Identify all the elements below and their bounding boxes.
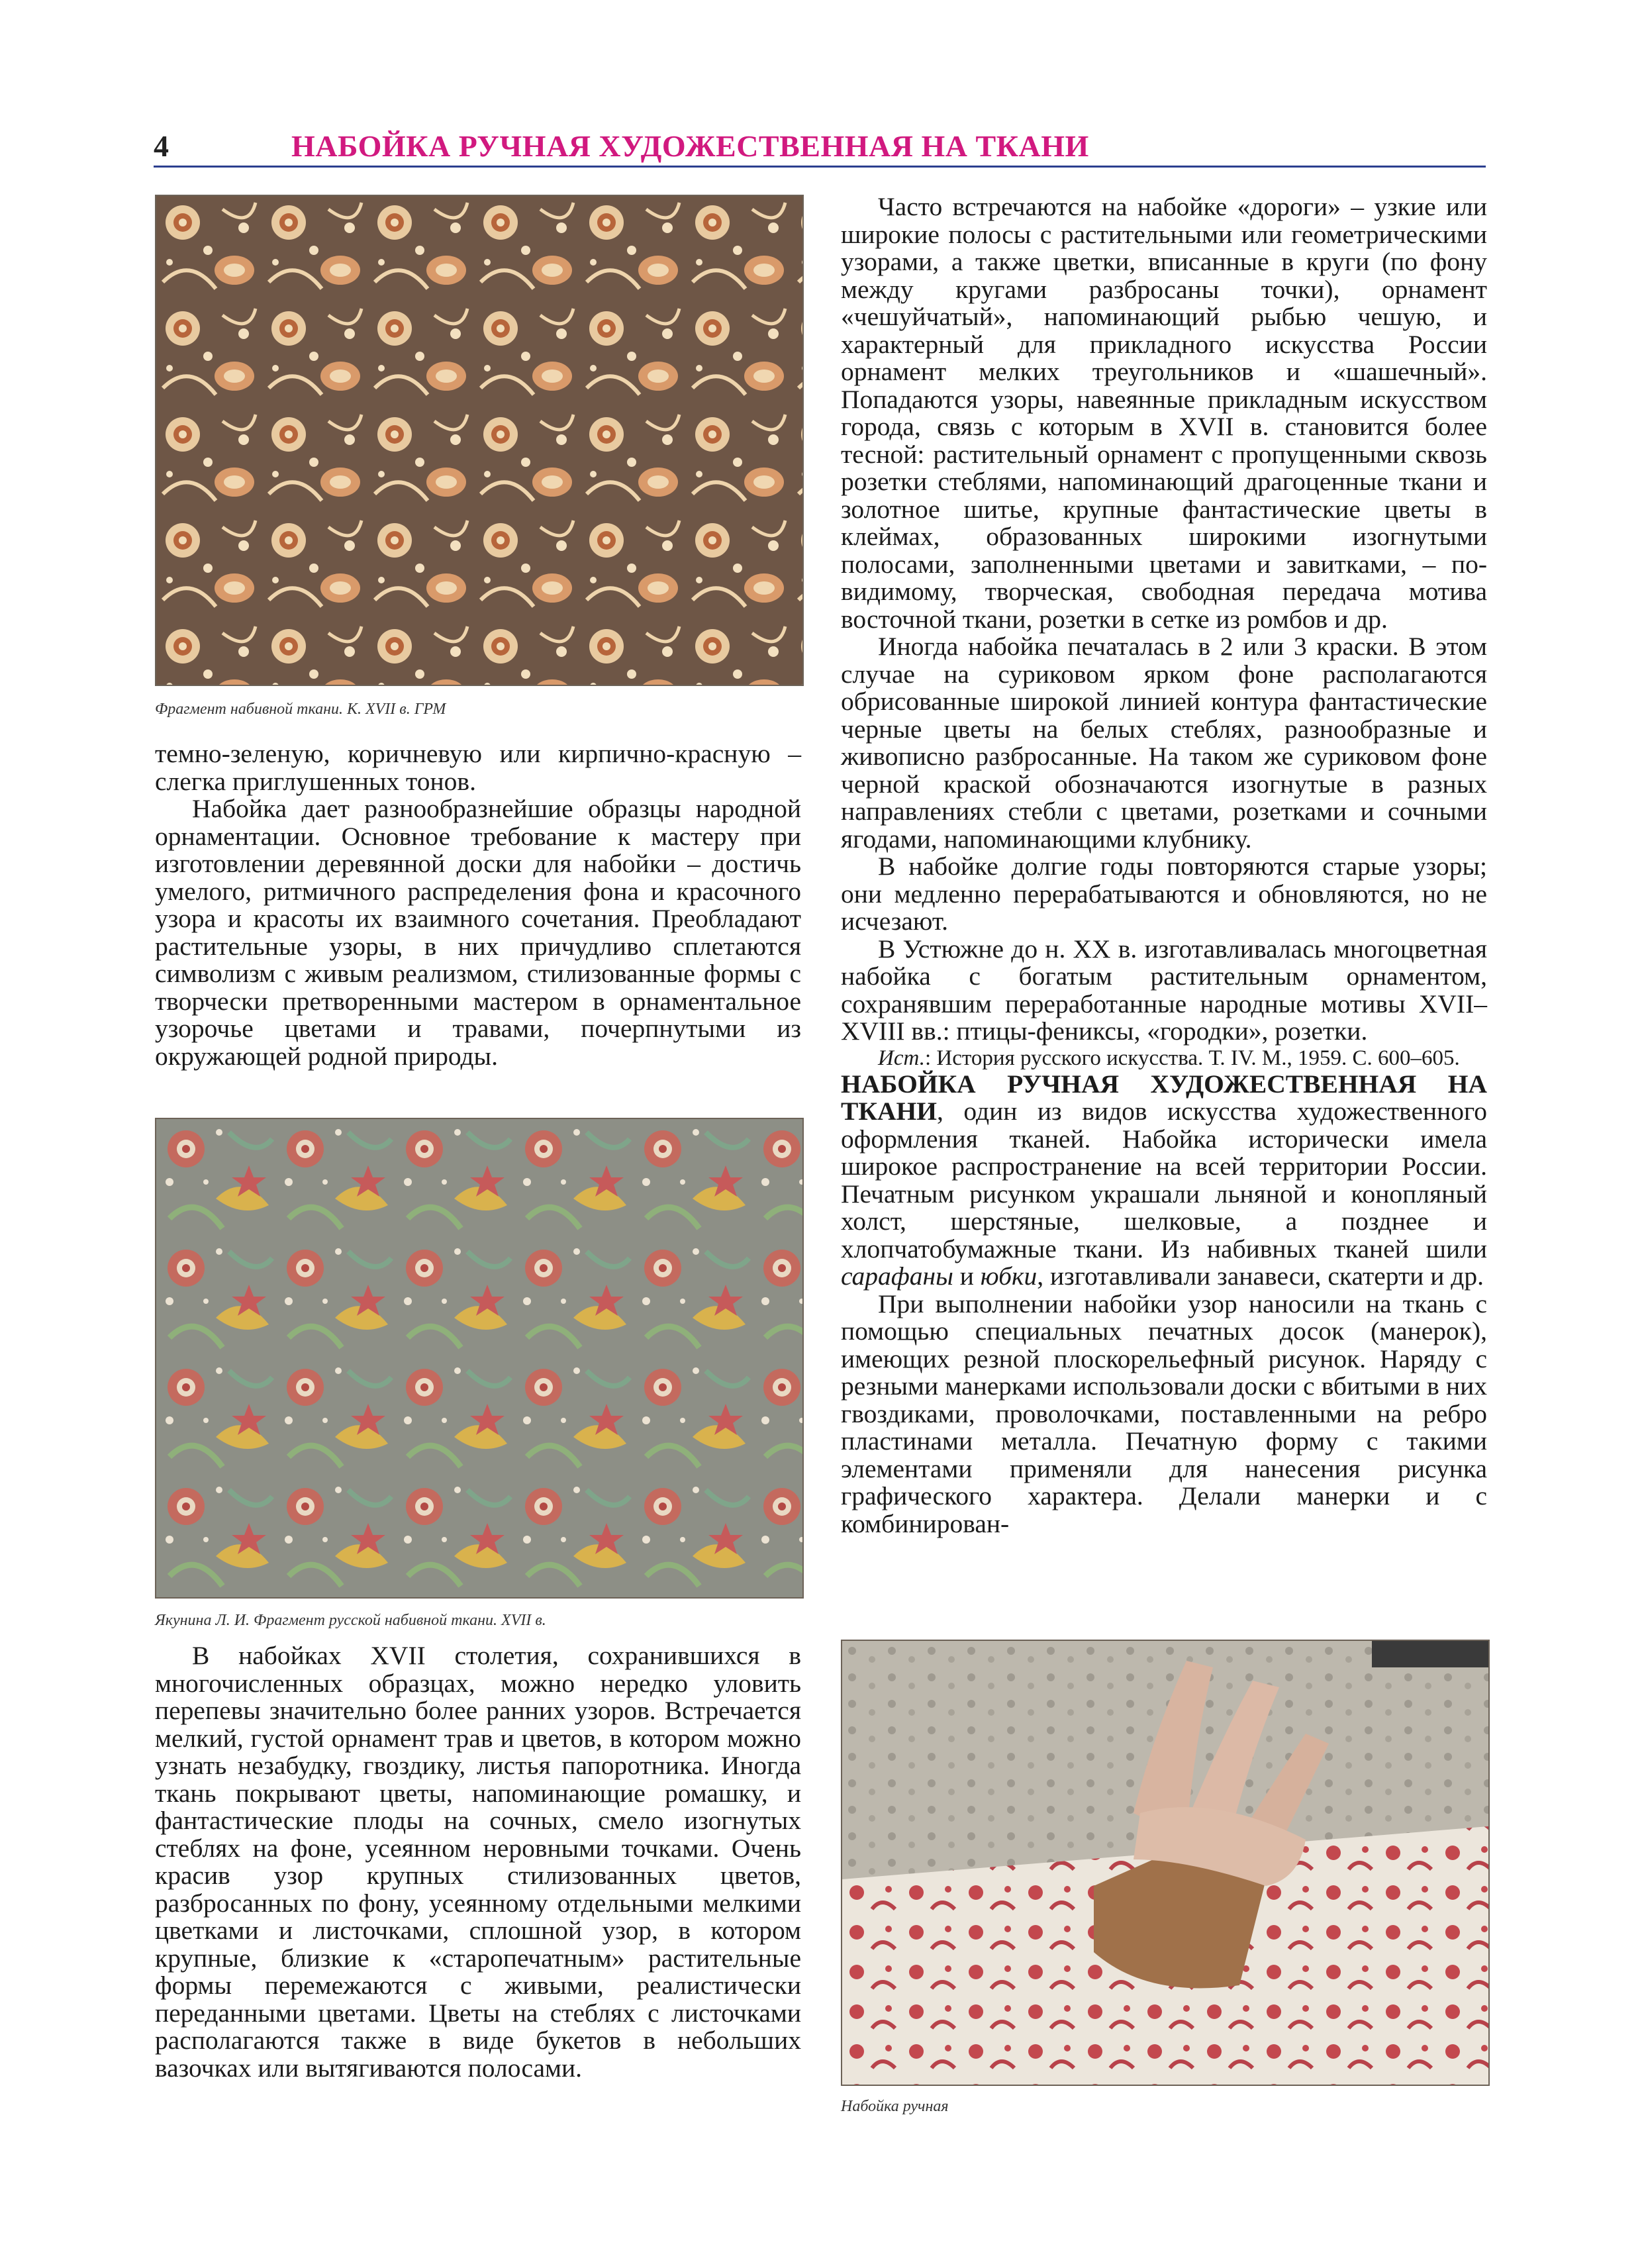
figure-caption: Фрагмент набивной ткани. К. XVII в. ГРМ [155,701,446,718]
fabric-multicolor-pattern [156,1119,802,1597]
paragraph: При выполнении набойки узор наносили на ткань с помощью специальных печатных досок (манерок), имеющих резной плоскорельефный рисунок. Наряду с резными манерками использовали доски с вбитыми в них гвоздиками, проволочками, поставленными на ребро пластинами металла. Печатную форму с такими элементами применяли для нанесения рисунка графического характера. Делали манерки и с комбинирован- [841,1289,1487,1538]
left-column-block-1 [155,740,801,1070]
figure-hand-printing [841,1640,1490,2086]
entry-text: , изготавливали занавеси, скатерти и др. [1037,1261,1484,1291]
entry-text: , один из видов искусства художественного оформления тканей. Набойка исторически имела широкое распространение на всей территории России. Печатным рисунком украшали льняной и конопляный холст, шерстяные, шелковые, а позднее и хлопчатобумажные ткани. Из набивных тканей шили [841,1097,1487,1263]
hand-printing-photo [842,1641,1488,2085]
running-title: НАБОЙКА РУЧНАЯ ХУДОЖЕСТВЕННАЯ НА ТКАНИ [291,129,1089,163]
page-number: 4 [154,129,169,163]
source-text: : История русского искусства. Т. IV. М., 1959. С. 600–605. [924,1046,1460,1070]
cross-reference-link[interactable]: сарафаны [841,1261,953,1291]
paragraph: темно-зеленую, коричневую или кирпично-красную – слегка приглушенных тонов. [155,739,801,796]
paragraph: Часто встречаются на набойке «дороги» – узкие или широкие полосы с растительными или геометрическими узорами, а также цветки, вписанные в круги (по фону между кругами разбросаны точки), орнамент «чешуйчатый», напоминающий рыбью чешую, и характерный для прикладного искусства России орнамент мелких треугольников и «шашечный». Попадаются узоры, навеянные прикладным искусством города, связь с которым в XVII в. становится более тесной: растительный орнамент с пропущенными сквозь розетки стеблями, напоминающий драгоценные ткани и золотное шитье, крупные фантастические цветы в клеймах, образованных широкими изогнутыми полосами, заполненными цветами и завитками, – по-видимому, творческая, свободная передача мотива восточной ткани, розетки в сетке из ромбов и др. [841,192,1487,634]
entry-text: и [953,1261,981,1291]
entry-paragraph [841,1071,1487,1291]
paragraph: В Устюжне до н. XX в. изготавливалась многоцветная набойка с богатым растительным орнаментом, сохранявшим переработанные народные мотивы XVII–XVIII вв.: птицы-фениксы, «городки», розетки. [841,934,1487,1046]
left-column-block-2 [155,1642,801,2082]
right-column [841,193,1487,1538]
entry-term: НАБОЙКА РУЧНАЯ ХУДОЖЕСТВЕННАЯ НА ТКАНИ [841,1069,1487,1126]
cross-reference-link[interactable]: юбки [980,1261,1038,1291]
figure-caption: Якунина Л. И. Фрагмент русской набивной ткани. XVII в. [155,1612,546,1629]
figure-fabric-brown [155,195,804,686]
header-rule [154,166,1486,168]
figure-fabric-multicolor [155,1118,804,1599]
source-label: Ист. [878,1046,925,1070]
paragraph: Иногда набойка печаталась в 2 или 3 краски. В этом случае на суриковом ярком фоне располагаются обрисованные широкой линией контура фантастические черные цветы на белых стеблях, разнообразные и живописно разбросанные. На таком же суриковом фоне черной краской обозначаются изогнутые в разных направлениях стебли с цветами, розетками и сочными ягодами, напоминающими клубнику. [841,632,1487,854]
paragraph: Набойка дает разнообразнейшие образцы народной орнаментации. Основное требование к мастеру при изготовлении деревянной доски для набойки – достичь умелого, ритмичного распределения фона и красочного узора и красоты их взаимного сочетания. Преобладают растительные узоры, в них причудливо сплетаются символизм с живым реализмом, стилизованные формы с творчески претворенными мастером в орнаментальное узорочье цветами и травами, почерпнутыми из окружающей родной природы. [155,794,801,1071]
source-reference [841,1046,1487,1071]
paragraph: В набойках XVII столетия, сохранившихся в многочисленных образцах, можно нередко уловить перепевы значительно более ранних узоров. Встречается мелкий, густой орнамент трав и цветов, в котором можно узнать незабудку, гвоздику, листья папоротника. Иногда ткань покрывают цветы, напоминающие ромашку, и фантастические плоды на сочных, смело изогнутых стеблях на фоне, усеянном неровными точками. Очень красив узор крупных стилизованных цветов, разбросанных по фону, усеянному отдельными мелкими цветками и листочками, сплошной узор, в котором крупные, близкие к «старопечатным» растительные формы перемежаются с живыми, реалистически переданными цветами. Цветы на стеблях с листочками располагаются также в виде букетов в небольших вазочках или вытягиваются полосами. [155,1641,801,2083]
fabric-brown-pattern [156,196,802,685]
figure-caption: Набойка ручная [841,2098,949,2115]
paragraph: В набойке долгие годы повторяются старые узоры; они медленно перерабатываются и обновляются, но не исчезают. [841,852,1487,936]
